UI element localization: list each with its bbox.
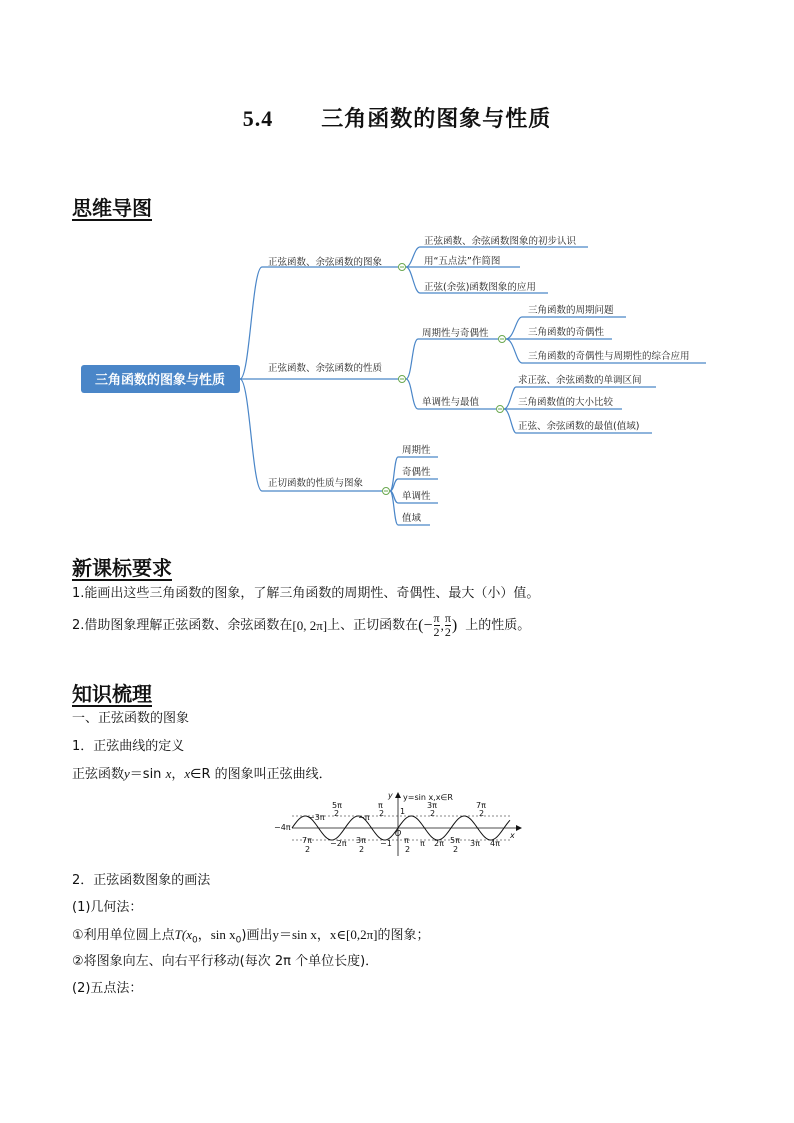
section-heading-knowledge: 知识梳理 <box>72 682 152 706</box>
subheading-definition: 1．正弦曲线的定义 <box>72 739 185 754</box>
svg-text:x: x <box>510 831 515 840</box>
svg-text:−4π: −4π <box>274 823 291 832</box>
branch-label: 正弦函数、余弦函数的图象 <box>268 257 383 268</box>
svg-text:2: 2 <box>379 809 385 818</box>
svg-text:π: π <box>404 836 409 845</box>
svg-text:1: 1 <box>400 807 406 816</box>
step-1: ①利用单位圆上点$T(x_0$，$\sin x_0$)画出y＝sin x，x∈[0,2π]的图象； <box>72 927 430 946</box>
svg-text:2: 2 <box>305 845 311 854</box>
svg-text:3π: 3π <box>470 839 480 848</box>
leaf-label: 值域 <box>402 513 422 524</box>
fraction: $\frac{\pi}{2}$ <box>433 611 440 639</box>
svg-text:5π: 5π <box>450 836 460 845</box>
leaf-label: 三角函数的周期问题 <box>528 305 614 316</box>
leaf-label: 三角函数值的大小比较 <box>518 397 614 408</box>
leaf-label: 求正弦、余弦函数的单调区间 <box>518 375 642 386</box>
svg-text:7π: 7π <box>302 836 312 845</box>
step-2: ②将图象向左、向右平行移动(每次 2π 个单位长度)． <box>72 954 379 969</box>
svg-text:y=sin x,x∈R: y=sin x,x∈R <box>403 793 453 802</box>
branch-label: 正切函数的性质与图象 <box>268 478 364 489</box>
svg-text:−2π: −2π <box>330 839 347 848</box>
svg-text:2π: 2π <box>434 839 444 848</box>
title-text: 三角函数的图象与性质 <box>321 107 552 132</box>
sub-branch-label: 单调性与最值 <box>422 397 480 408</box>
leaf-label: 正弦(余弦)函数图象的应用 <box>424 282 536 293</box>
leaf-label: 三角函数的奇偶性 <box>528 327 605 338</box>
branch-label: 正弦函数、余弦函数的性质 <box>268 363 383 374</box>
section-heading-mindmap: 思维导图 <box>72 196 152 220</box>
fraction: $\frac{\pi}{2}$ <box>444 611 451 639</box>
svg-text:π: π <box>378 801 383 810</box>
svg-text:2: 2 <box>453 845 459 854</box>
svg-text:2: 2 <box>479 809 485 818</box>
svg-text:−π: −π <box>358 813 370 822</box>
svg-text:2: 2 <box>359 845 365 854</box>
mind-map <box>0 225 794 535</box>
svg-text:2: 2 <box>430 809 436 818</box>
svg-text:4π: 4π <box>490 839 500 848</box>
leaf-label: 周期性 <box>402 445 431 456</box>
definition-text: 正弦函数y＝sin x，x∈R 的图象叫正弦曲线． <box>72 766 332 782</box>
edge-root-b3 <box>240 379 382 491</box>
svg-text:7π: 7π <box>476 801 486 810</box>
sine-curve-graph <box>270 790 525 860</box>
svg-text:−1: −1 <box>380 839 392 848</box>
leaf-label: 三角函数的奇偶性与周期性的综合应用 <box>528 351 690 362</box>
svg-text:π: π <box>420 839 425 848</box>
mindmap-root-label: 三角函数的图象与性质 <box>94 373 226 388</box>
svg-text:O: O <box>395 829 402 838</box>
standard-line-1: 1.能画出这些三角函数的图象，了解三角函数的周期性、奇偶性、最大（小）值。 <box>72 586 540 601</box>
svg-text:5π: 5π <box>332 801 342 810</box>
standard-line-2: 2.借助图象理解正弦函数、余弦函数在 [0, 2π] 上、正切函数在 (− $\frac{\pi}{2}$ , $\frac{\pi}{2}$ ) 上的性质。 <box>72 611 531 639</box>
svg-text:3π: 3π <box>356 836 366 845</box>
leaf-label: 正弦函数、余弦函数图象的初步认识 <box>424 236 577 247</box>
leaf-label: 用“五点法”作简图 <box>424 256 501 267</box>
svg-text:2: 2 <box>405 845 411 854</box>
section-number: 5.4 <box>242 106 274 131</box>
page-title <box>0 102 794 133</box>
sub-branch-label: 周期性与奇偶性 <box>422 328 489 339</box>
method-five-point: (2)五点法： <box>72 981 143 996</box>
method-geometric: (1)几何法： <box>72 900 143 915</box>
svg-text:2: 2 <box>334 809 340 818</box>
leaf-label: 单调性 <box>402 491 431 502</box>
svg-text:−3π: −3π <box>308 813 325 822</box>
section-heading-standards: 新课标要求 <box>72 556 172 580</box>
subheading-sine-graph: 一、正弦函数的图象 <box>72 711 190 726</box>
svg-text:y: y <box>388 791 393 800</box>
leaf-label: 正弦、余弦函数的最值(值域) <box>518 421 640 432</box>
leaf-label: 奇偶性 <box>402 467 431 478</box>
svg-text:3π: 3π <box>427 801 437 810</box>
subheading-drawing-methods: 2．正弦函数图象的画法 <box>72 873 211 888</box>
